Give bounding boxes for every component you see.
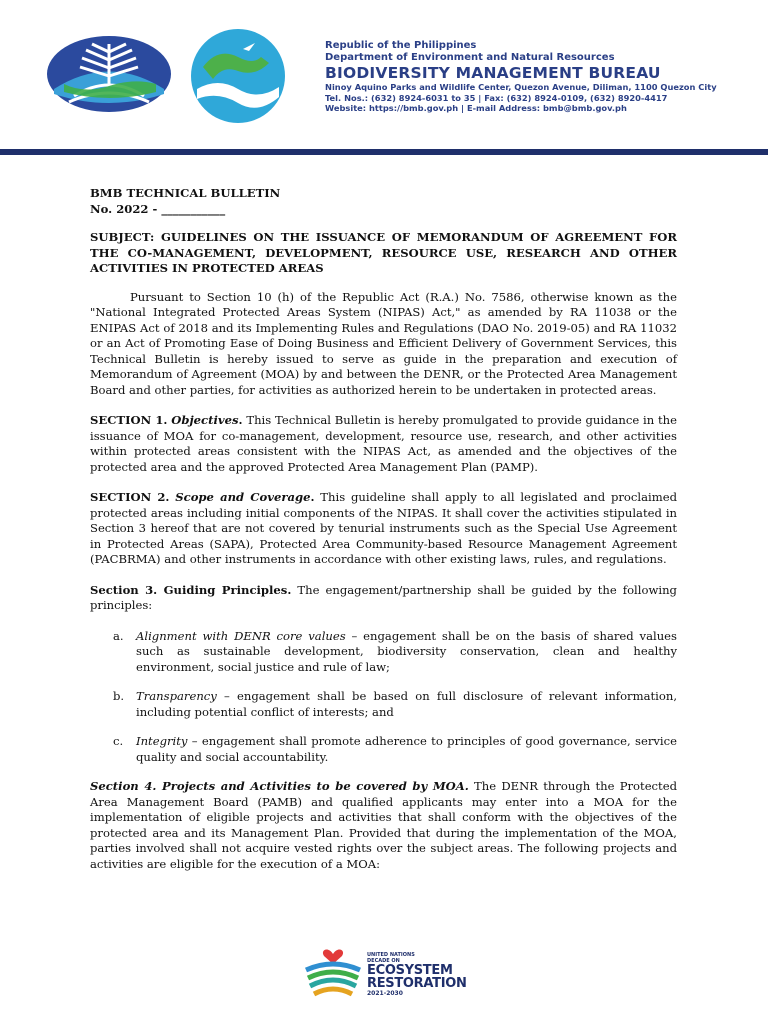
principle-term: Alignment with DENR core values [136, 628, 346, 643]
list-item [90, 629, 677, 676]
section-2-label: SECTION 2. [90, 490, 170, 504]
phone-line: Tel. Nos.: (632) 8924-6031 to 35 | Fax: (632) 8924-0109, (632) 8920-4417 [325, 92, 668, 103]
list-item [90, 734, 677, 765]
bmb-logo-icon [183, 27, 293, 125]
list-marker: b. [113, 689, 125, 703]
section-1: SECTION 1. Objectives. This Technical Bulletin is hereby promulgated to provide guidance in the issuance of MOA for co-management, development, resource use, research, and other activities within protected areas consistent with the NIPAS Act, as amended and the objectives of the protected area and the approved Protected Area Management Plan (PAMP). [90, 413, 677, 474]
letterhead [0, 0, 768, 160]
header-divider [0, 149, 768, 155]
website-line: Website: https://bmb.gov.ph | E-mail Address: bmb@bmb.gov.ph [325, 103, 627, 113]
address-line: Ninoy Aquino Parks and Wildlife Center, Quezon Avenue, Diliman, 1100 Quezon City [325, 82, 717, 92]
ecosystem-restoration-wordmark [367, 952, 467, 998]
bulletin-title: BMB TECHNICAL BULLETIN [90, 186, 281, 200]
denr-logo-icon [44, 34, 174, 114]
list-marker: a. [113, 628, 124, 643]
years-line: 2021-2030 [367, 990, 403, 997]
republic-line: Republic of the Philippines [325, 40, 477, 51]
section-3 [90, 583, 677, 614]
list-marker: c. [113, 734, 124, 748]
department-line: Department of Environment and Natural Resources [325, 52, 615, 63]
preamble-paragraph: Pursuant to Section 10 (h) of the Republic Act (R.A.) No. 7586, otherwise known as the "National Integrated Protected Areas System (NIPAS) Act," as amended by RA 11038 or the ENIPAS Act of 2018 and its Implementing Rules and Regulations (DAO No. 2019-05) and RA 11032 or an Act of Promoting Ease of Doing Business and Efficient Delivery of Government Services, this Technical Bulletin is hereby issued to serve as guide in the preparation and execution of Memorandum of Agreement (MOA) by and between the DENR, or the Protected Area Management Board and other parties, for activities as authorized herein to be undertaken in protected areas. [90, 289, 677, 397]
principle-term: Integrity [136, 734, 188, 748]
section-2: SECTION 2. Scope and Coverage. This guideline shall apply to all legislated and proclaimed protected areas including initial components of the NIPAS. It shall cover the activities stipulated in Section 3 hereof that are not covered by tenurial instruments such as the Special Use Agreement in Protected Areas (SAPA), Protected Area Community-based Resource Management Agreement (PACBRMA) and other instruments in accordance with other existing laws, rules, and regulations. [90, 490, 677, 566]
section-4-text: The DENR through the Protected Area Management Board (PAMB) and qualified applicants may enter into a MOA for the implementation of eligible projects and activities that shall conform with the objectives of the protected area and its Management Plan. Provided that during the implementation of the MOA, parties involved shall not acquire vested rights over the subject areas. The following projects and activities are eligible for the execution of a MOA: [90, 779, 677, 871]
section-1-text: This Technical Bulletin is hereby promulgated to provide guidance in the issuance of MOA for co-management, development, resource use, research, and other activities within protected areas consistent with the NIPAS Act, as amended and the objectives of the protected area and the approved Protected Area Management Plan (PAMP). [90, 413, 677, 474]
section-3-text: The engagement/partnership shall be guided by the following principles: [90, 582, 677, 612]
ecosystem-word: ECOSYSTEM [367, 963, 453, 978]
section-2-title: Scope and Coverage [175, 490, 311, 504]
section-2-text: This guideline shall apply to all legislated and proclaimed protected areas including initial components of the NIPAS. It shall cover the activities stipulated in Section 3 hereof that are not covered by tenurial instruments such as the Special Use Agreement in Protected Areas (SAPA), Protected Area Community-based Resource Management Agreement (PACBRMA) and other instruments in accordance with other existing laws, rules, and regulations. [90, 490, 677, 566]
principles-list [90, 629, 677, 766]
section-3-label: Section 3. Guiding Principles. [90, 582, 292, 597]
agency-header [325, 40, 717, 114]
principle-text: – engagement shall be based on full disclosure of relevant information, including potential conflict of interests; and [136, 689, 677, 719]
section-1-title: Objectives [171, 413, 239, 427]
principle-text: – engagement shall be on the basis of shared values such as sustainable development, biodiversity conservation, clean and healthy environment, social justice and rule of law; [136, 628, 677, 674]
section-1-label: SECTION 1. [90, 413, 168, 427]
ecosystem-restoration-logo-icon [302, 944, 364, 1002]
principle-term: Transparency [136, 689, 217, 703]
bulletin-number: No. 2022 - ___________ [90, 201, 226, 216]
restoration-word: RESTORATION [367, 976, 467, 991]
document-body [90, 186, 677, 887]
bulletin-heading [90, 186, 677, 217]
bureau-name: BIODIVERSITY MANAGEMENT BUREAU [325, 64, 661, 82]
section-4-label: Section 4. Projects and Activities to be covered by MOA. [90, 779, 469, 793]
list-item [90, 689, 677, 720]
decade-line: UNITED NATIONS DECADE ON [367, 952, 415, 964]
section-4 [90, 779, 677, 872]
subject-line: SUBJECT: GUIDELINES ON THE ISSUANCE OF MEMORANDUM OF AGREEMENT FOR THE CO-MANAGEMENT, DEVELOPMENT, RESOURCE USE, RESEARCH AND OTHER ACTIVITIES IN PROTECTED AREAS [90, 230, 677, 275]
principle-text: – engagement shall promote adherence to principles of good governance, service quality and social accountability. [136, 734, 677, 764]
